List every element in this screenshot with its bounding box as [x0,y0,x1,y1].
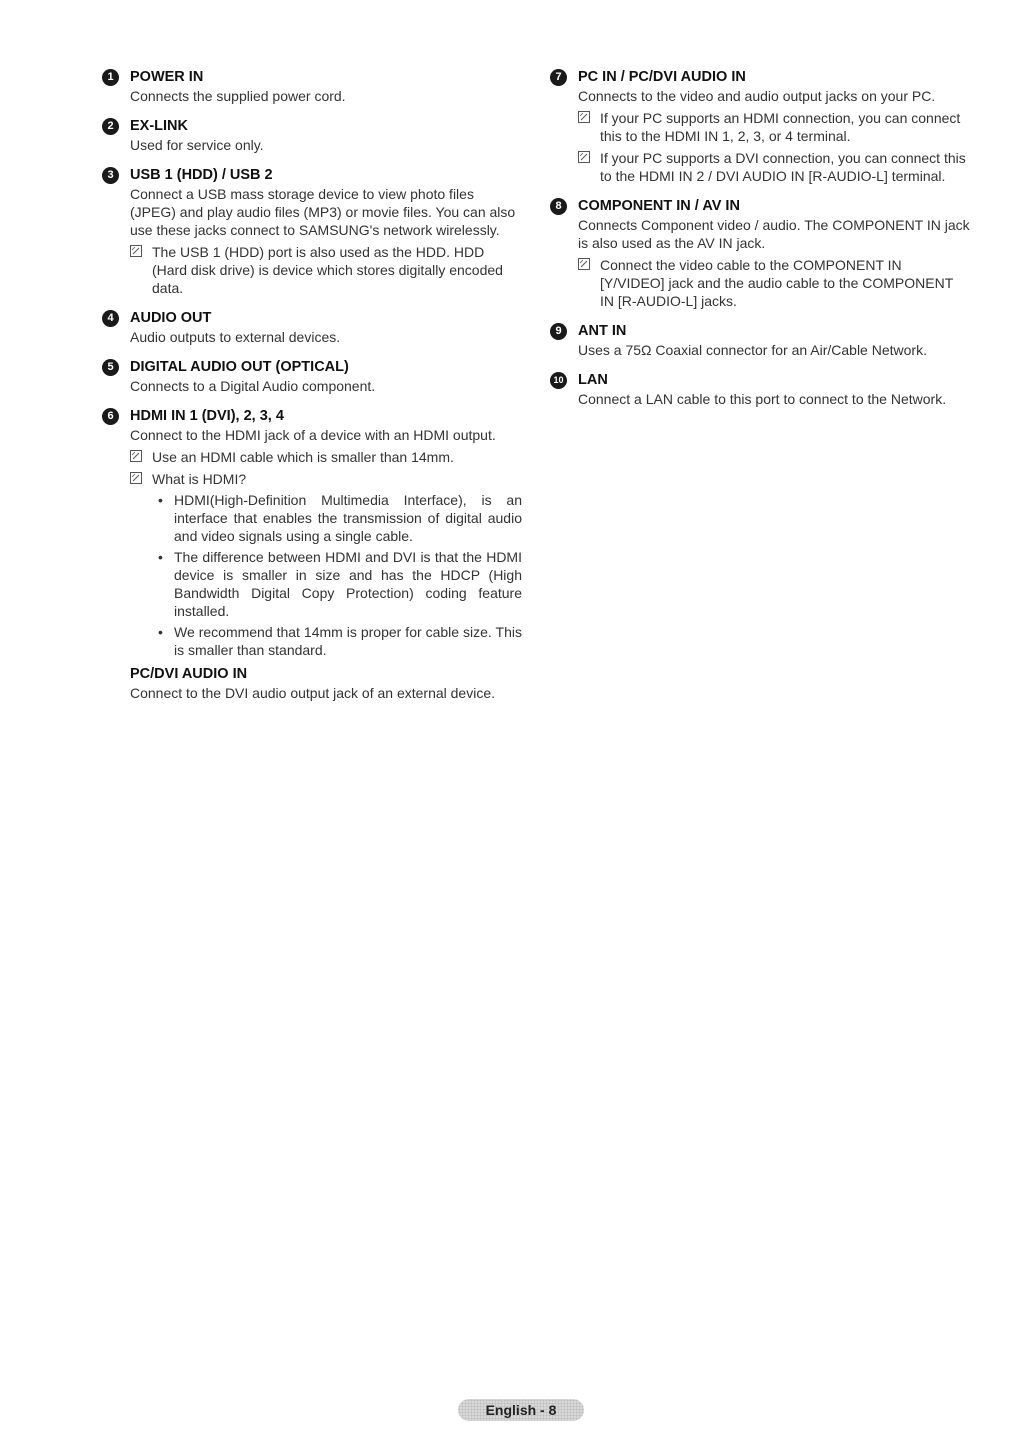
note-text: If your PC supports an HDMI connection, you can connect this to the HDMI IN 1, 2, 3, or 4 terminal. [600,110,961,144]
list-item [152,548,522,620]
item-ant-in [550,322,970,359]
item-hdmi-in [102,407,522,702]
item-component-in [550,197,970,310]
note-icon [130,450,142,462]
item-ex-link [102,117,522,154]
bullet-text: HDMI(High-Definition Multimedia Interface), is an interface that enables the transmission of digital audio and video signals using a single cable. [174,492,522,544]
number-badge-1: 1 [102,69,119,86]
note-text: If your PC supports a DVI connection, you can connect this to the HDMI IN 2 / DVI AUDIO IN [R-AUDIO-L] terminal. [600,150,966,184]
bullet-icon: • [158,549,163,565]
item-title: POWER IN [130,69,204,85]
note-icon [578,111,590,123]
item-title: HDMI IN 1 (DVI), 2, 3, 4 [130,408,284,424]
item-description: Connects to a Digital Audio component. [130,378,376,394]
right-column [550,68,970,420]
number-badge-6: 6 [102,408,119,425]
item-description: Connect a USB mass storage device to view photo files (JPEG) and play audio files (MP3) or movie files. You can also use these jacks connect to SAMSUNG's network wirelessly. [130,186,516,238]
item-description: Connects to the video and audio output jacks on your PC. [578,88,936,104]
note-text: Connect the video cable to the COMPONENT IN [Y/VIDEO] jack and the audio cable to the COMPONENT IN [R-AUDIO-L] jacks. [600,257,954,309]
number-badge-3: 3 [102,167,119,184]
item-usb [102,166,522,297]
note-icon [130,472,142,484]
note-icon [578,151,590,163]
bullet-list [152,491,522,659]
note [578,256,970,310]
number-badge-5: 5 [102,359,119,376]
item-audio-out [102,309,522,346]
left-column [102,68,522,714]
note [130,448,522,466]
item-title: COMPONENT IN / AV IN [578,198,740,214]
item-digital-audio-out [102,358,522,395]
number-badge-10: 10 [550,372,567,389]
item-title: ANT IN [578,323,627,339]
item-description: Used for service only. [130,137,264,153]
item-title: EX-LINK [130,118,188,134]
number-badge-9: 9 [550,323,567,340]
note-text: What is HDMI? [152,471,247,487]
item-title: LAN [578,372,608,388]
item-title: DIGITAL AUDIO OUT (OPTICAL) [130,359,349,375]
note-icon [130,245,142,257]
item-pc-in [550,68,970,185]
note-text: Use an HDMI cable which is smaller than 14mm. [152,449,454,465]
bullet-text: The difference between HDMI and DVI is that the HDMI device is smaller in size and has the HDCP (High Bandwidth Digital Copy Protection) coding feature installed. [174,549,522,619]
note [578,109,970,145]
item-description: Connects Component video / audio. The COMPONENT IN jack is also used as the AV IN jack. [578,217,970,251]
note-text: The USB 1 (HDD) port is also used as the HDD. HDD (Hard disk drive) is device which stores digitally encoded data. [152,244,503,296]
number-badge-8: 8 [550,198,567,215]
item-power-in [102,68,522,105]
list-item [152,623,522,659]
item-description: Connects the supplied power cord. [130,88,346,104]
bullet-text: We recommend that 14mm is proper for cable size. This is smaller than standard. [174,624,522,658]
item-lan [550,371,970,408]
note [130,243,522,297]
item-description: Uses a 75Ω Coaxial connector for an Air/Cable Network. [578,342,927,358]
number-badge-4: 4 [102,310,119,327]
list-item [152,491,522,545]
note-icon [578,258,590,270]
bullet-icon: • [158,624,163,640]
item-description: Connect to the HDMI jack of a device with an HDMI output. [130,427,496,443]
subsection-description: Connect to the DVI audio output jack of an external device. [130,685,496,701]
number-badge-7: 7 [550,69,567,86]
item-description: Audio outputs to external devices. [130,329,341,345]
page-number-badge: English - 8 [458,1399,584,1421]
note [578,149,970,185]
item-title: PC IN / PC/DVI AUDIO IN [578,69,746,85]
bullet-icon: • [158,492,163,508]
subsection-title: PC/DVI AUDIO IN [130,666,248,682]
item-description: Connect a LAN cable to this port to connect to the Network. [578,391,947,407]
note [130,470,522,488]
item-title: USB 1 (HDD) / USB 2 [130,167,273,183]
item-title: AUDIO OUT [130,310,212,326]
number-badge-2: 2 [102,118,119,135]
